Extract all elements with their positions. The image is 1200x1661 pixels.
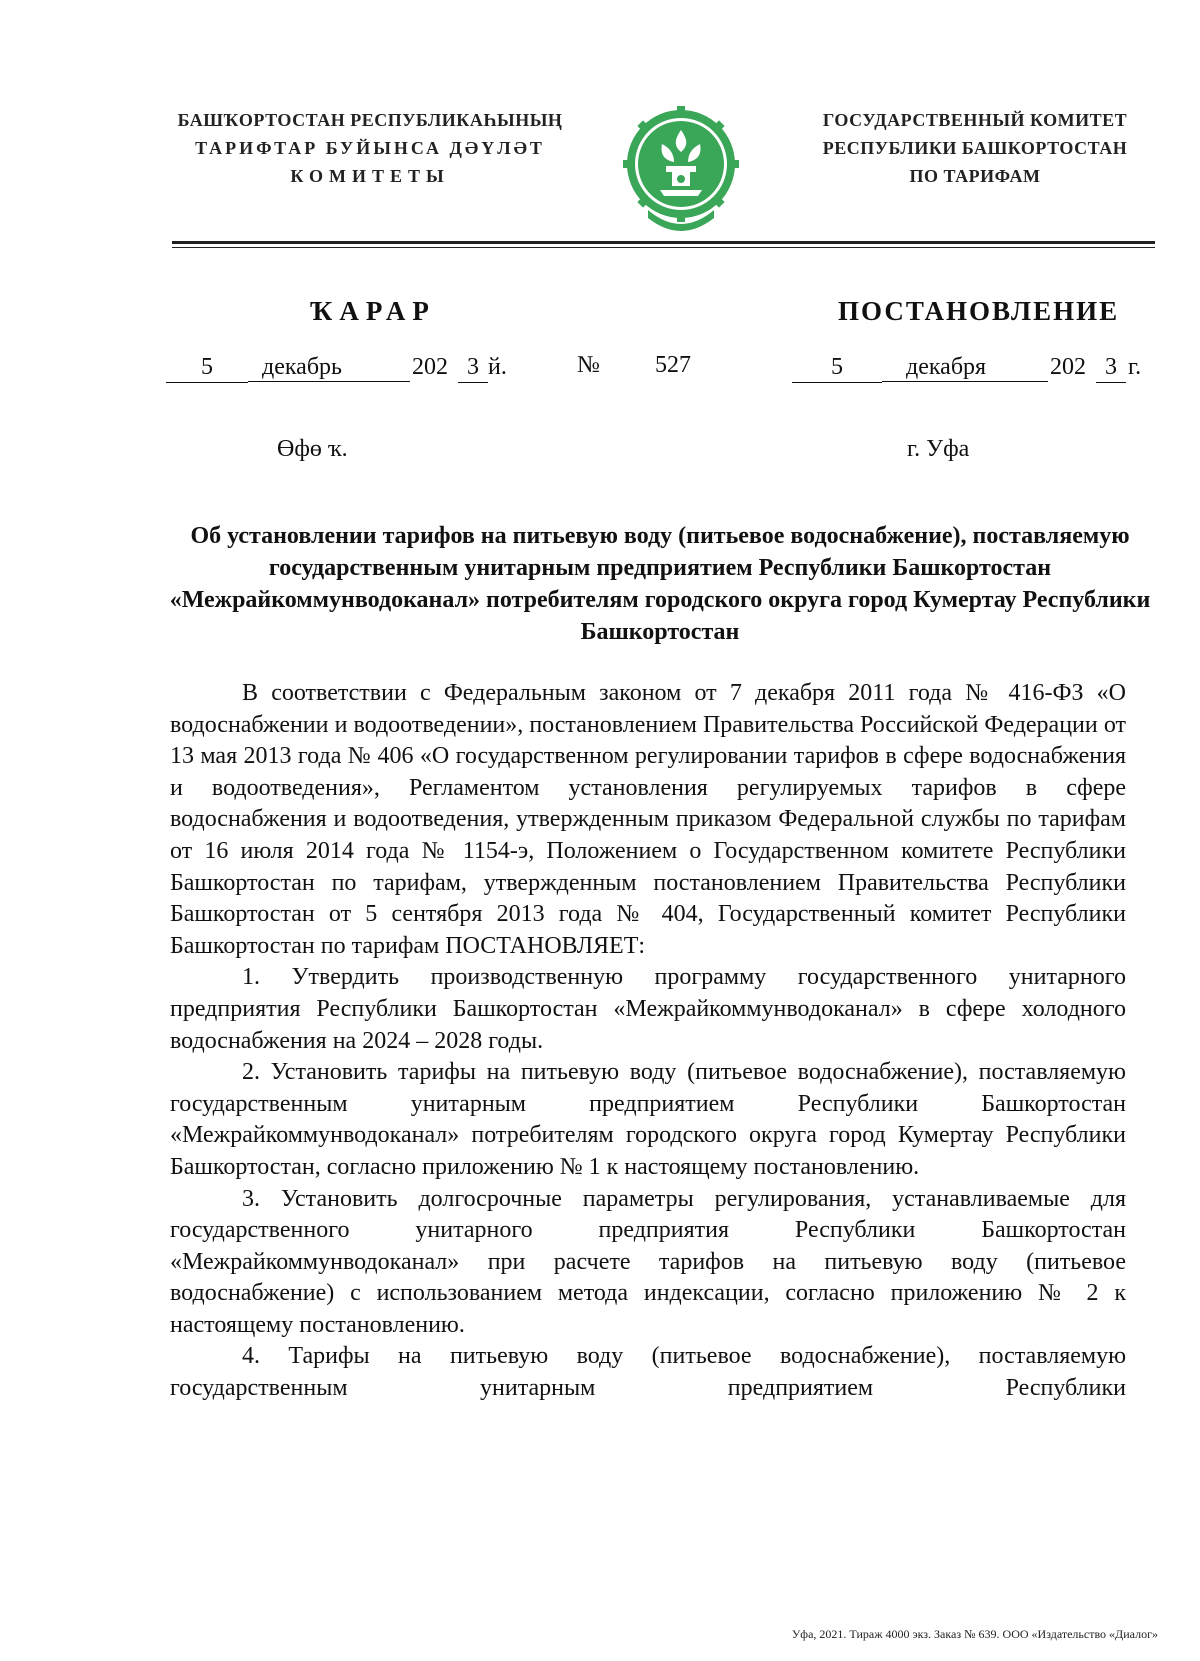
header-divider-thick <box>172 241 1155 244</box>
number-value: 527 <box>655 352 691 378</box>
date-russian-year-digit: 3 <box>1096 352 1126 383</box>
date-bashkir-year-prefix: 202 <box>412 354 448 380</box>
date-bashkir-year-digit: 3 <box>458 352 488 383</box>
date-russian-suffix: г. <box>1128 354 1142 380</box>
city-bashkir: Өфө ҡ. <box>277 436 348 462</box>
city-russian: г. Уфа <box>907 436 970 462</box>
header-divider-thin <box>172 247 1155 248</box>
number-sign: № <box>577 352 600 378</box>
org-bashkir-line-1: БАШҠОРТОСТАН РЕСПУБЛИКАҺЫНЫҢ <box>177 110 563 130</box>
document-body <box>170 678 1126 1405</box>
date-russian-month: декабря <box>882 352 1048 382</box>
document-type-bashkir: ҠАРАР <box>310 296 436 326</box>
org-russian-line-1: ГОСУДАРСТВЕННЫЙ КОМИТЕТ <box>822 110 1128 130</box>
organization-name-bashkir <box>160 106 580 190</box>
item-3-paragraph: 3. Установить долгосрочные параметры регулирования, устанавливаемые для государственного унитарного предприятия Республики Башкортостан «Межрайкоммунводоканал» при расчете тарифов на питьевую воду (питьевое водоснабжение) с использованием метода индексации, согласно приложению № 2 к настоящему постановлению. <box>170 1185 1126 1338</box>
date-bashkir-day: 5 <box>166 352 248 383</box>
date-bashkir-suffix: й. <box>488 354 507 380</box>
org-bashkir-line-2: ТАРИФТАР БУЙЫНСА ДӘҮЛӘТ <box>195 138 545 158</box>
coat-of-arms-emblem <box>618 106 744 238</box>
date-russian-day: 5 <box>792 352 882 383</box>
document-type-russian: ПОСТАНОВЛЕНИЕ <box>838 296 1120 326</box>
printer-imprint: Уфа, 2021. Тираж 4000 экз. Заказ № 639. ООО «Издательство «Диалог» <box>791 1627 1158 1641</box>
org-russian-line-3: ПО ТАРИФАМ <box>909 166 1041 186</box>
item-4-paragraph: 4. Тарифы на питьевую воду (питьевое водоснабжение), поставляемую государственным унитарным предприятием Республики <box>170 1343 1126 1402</box>
date-russian-year-prefix: 202 <box>1050 354 1086 380</box>
item-2-paragraph: 2. Установить тарифы на питьевую воду (питьевое водоснабжение), поставляемую государственным унитарным предприятием Республики Башкортостан «Межрайкоммунводоканал» потребителям городского округа город Кумертау Республики Башкортостан, согласно приложению № 1 к настоящему постановлению. <box>170 1059 1126 1180</box>
organization-name-russian <box>790 106 1160 190</box>
preamble-paragraph: В соответствии с Федеральным законом от 7 декабря 2011 года № 416-ФЗ «О водоснабжении и водоотведении», постановлением Правительства Российской Федерации от 13 мая 2013 года № 406 «О государственном регулировании тарифов в сфере водоснабжения и водоотведения», Регламентом установления регулируемых тарифов в сфере водоснабжения и водоотведения, утвержденным приказом Федеральной службы по тарифам от 16 июля 2014 года № 1154-э, Положением о Государственном комитете Республики Башкортостан по тарифам, утвержденным постановлением Правительства Республики Башкортостан от 5 сентября 2013 года № 404, Государственный комитет Республики Башкортостан по тарифам ПОСТАНОВЛЯЕТ: <box>170 680 1126 959</box>
item-1-paragraph: 1. Утвердить производственную программу государственного унитарного предприятия Республики Башкортостан «Межрайкоммунводоканал» в сфере холодного водоснабжения на 2024 – 2028 годы. <box>170 964 1126 1054</box>
document-heading: Об установлении тарифов на питьевую воду (питьевое водоснабжение), поставляемую государственным унитарным предприятием Республики Башкортостан «Межрайкоммунводоканал» потребителям городского округа город Кумертау Республики Башкортостан <box>169 523 1151 645</box>
org-russian-line-2: РЕСПУБЛИКИ БАШКОРТОСТАН <box>822 138 1128 158</box>
org-bashkir-line-3: КОМИТЕТЫ <box>290 166 450 186</box>
date-bashkir-month: декабрь <box>248 352 410 382</box>
